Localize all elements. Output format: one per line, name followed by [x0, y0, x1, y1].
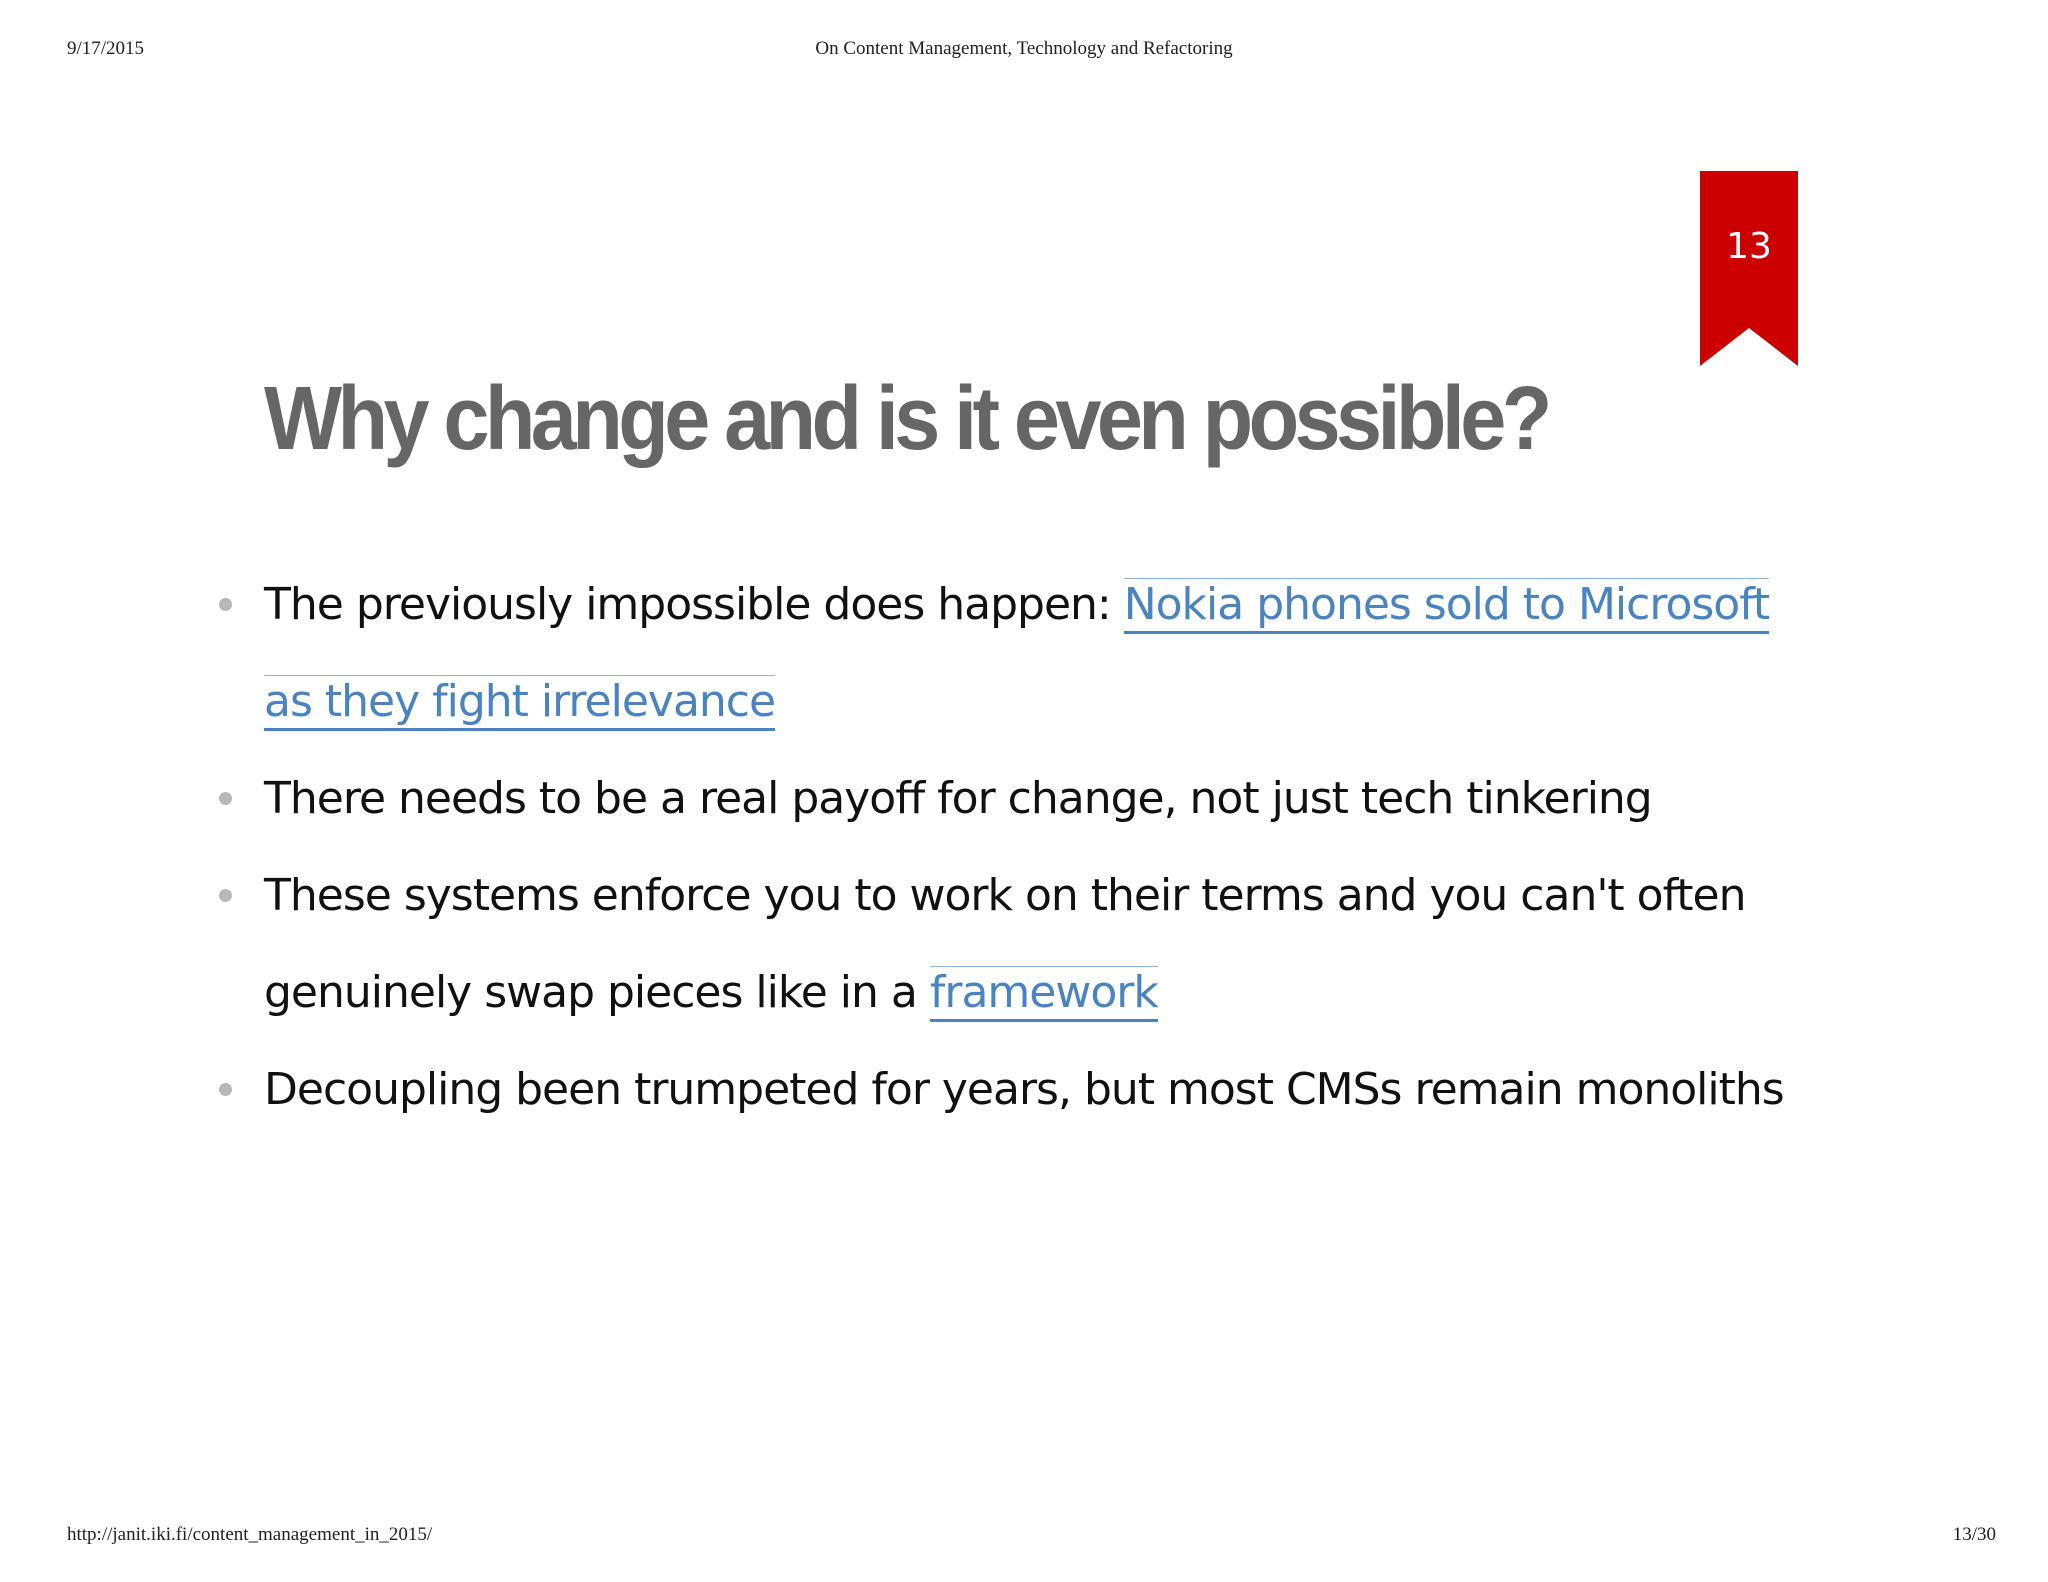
bullet-text: These systems enforce you to work on their terms and you can't often genuinely swap pieces like in a: [264, 870, 1746, 1018]
slide-title: Why change and is it even possible?: [264, 369, 1548, 469]
bullet-text: There needs to be a real payoff for change, not just tech tinkering: [264, 773, 1652, 824]
bullet-item: [264, 847, 1784, 1041]
slide-number: 13: [1726, 226, 1772, 267]
bullet-text: The previously impossible does happen:: [264, 579, 1124, 630]
print-header-title: On Content Management, Technology and Refactoring: [815, 38, 1233, 59]
bullet-item: [264, 1041, 1784, 1138]
bullet-dot-icon: [219, 1083, 232, 1096]
bullet-item: [264, 750, 1784, 847]
bullet-item: [264, 556, 1784, 750]
ribbon-shape: [1700, 171, 1798, 366]
framework-link[interactable]: framework: [930, 966, 1158, 1022]
bullet-dot-icon: [219, 598, 232, 611]
print-footer-url: http://janit.iki.fi/content_management_in_2015/: [67, 1524, 433, 1545]
bullet-dot-icon: [219, 889, 232, 902]
print-footer-page-count: 13/30: [1952, 1524, 1996, 1545]
bullet-list: [264, 556, 1784, 1138]
bullet-dot-icon: [219, 792, 232, 805]
slide-number-ribbon: [1700, 171, 1798, 366]
bullet-text: Decoupling been trumpeted for years, but most CMSs remain monoliths: [264, 1064, 1784, 1115]
nokia-microsoft-link[interactable]: Nokia phones sold to Microsoft as they fight irrelevance: [264, 578, 1769, 731]
print-header-date: 9/17/2015: [67, 38, 145, 59]
